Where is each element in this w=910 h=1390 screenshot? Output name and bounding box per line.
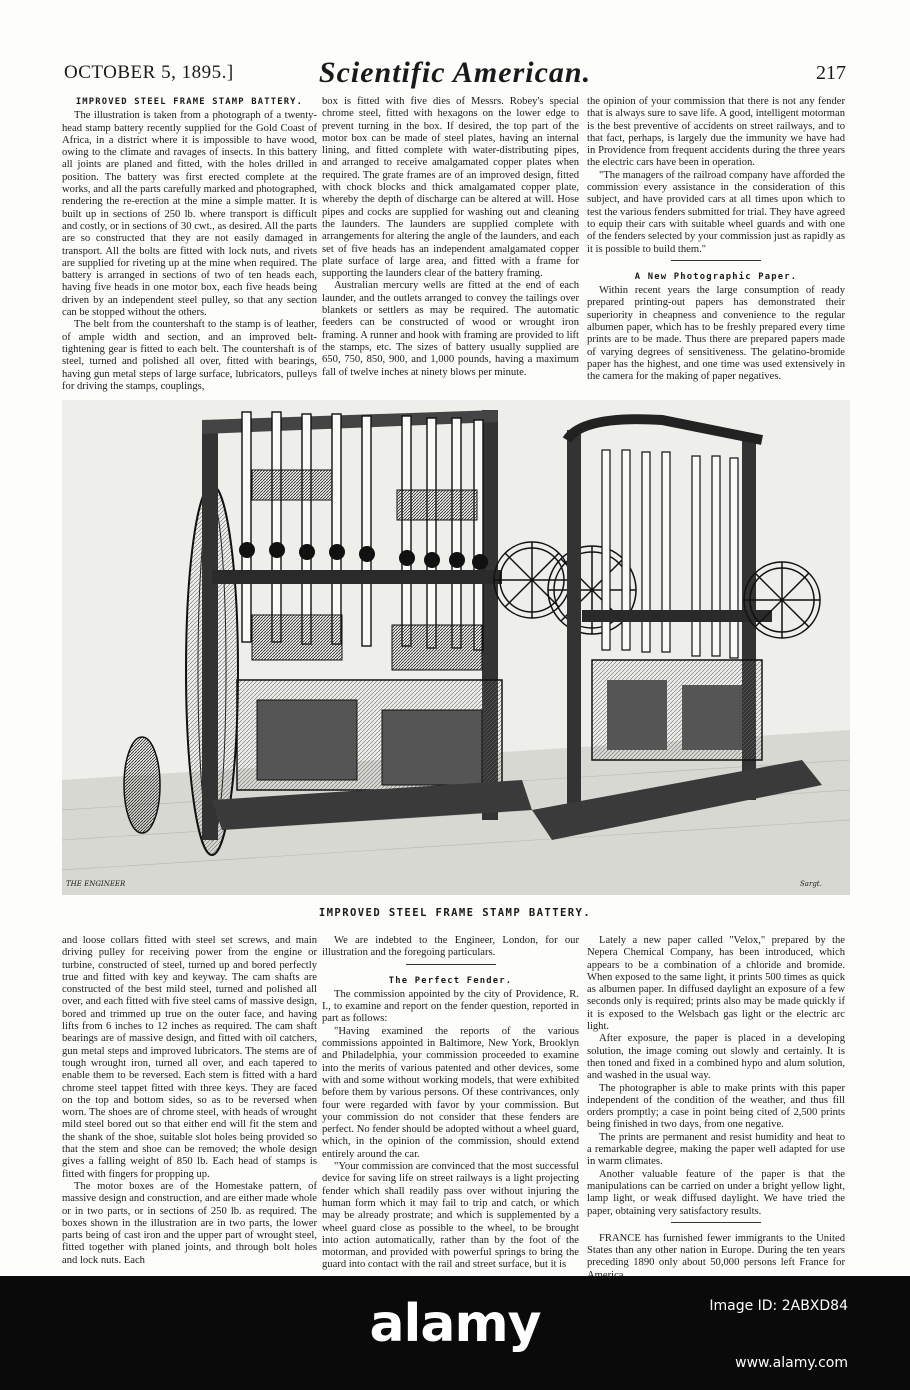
engraver-signature-right: Sargt.	[800, 880, 822, 888]
paragraph: Within recent years the large consumption of ready prepared printing-out papers has demonstrated their superiority in cheapness and convenience to the regular albumen paper, which has to be freshly prepared every time prints are to be made. Thus there are prepared papers made of varying degrees of sensitiveness. The gelatino-bromide paper has the highest, and one time was used extensively in the camera for the making of paper negatives.	[587, 285, 845, 383]
stock-image-id: Image ID: 2ABXD84	[709, 1298, 848, 1314]
paragraph: We are indebted to the Engineer, London, for our illustration and the foregoing particulars.	[322, 935, 579, 959]
article-heading-stamp-battery: IMPROVED STEEL FRAME STAMP BATTERY.	[75, 97, 304, 107]
paragraph: Another valuable feature of the paper is that the manipulations can be carried on under a bright yellow light, lamp light, or weak diffused daylight. We have tried the paper, obtaining very satisfactory results.	[587, 1168, 845, 1217]
paragraph: box is fitted with five dies of Messrs. Robey's special chrome steel, fitted with hexagons on the lower edge to prevent turning in the box. If desired, the top part of the motor box can be made of steel plates, having an internal lining, and fitted complete with water-distributing pipes, and arranged to receive amalgamated copper plates when required. The grate frames are of an improved design, fitted with chock blocks and thick amalgamated copper plate, whereby the depth of discharge can be altered at will. Hose pipes and cocks are supplied for washing out and cleaning the launders. The launders are supplied complete with arrangements for altering the angle of the launders, and each set of five heads has an independent amalgamated copper plate surface of large area, and fitted with a frame for supporting the launders clear of the battery framing.	[322, 96, 579, 280]
article-column-3	[587, 96, 845, 392]
article-heading-photographic-paper: A New Photographic Paper.	[634, 271, 798, 282]
section-divider	[671, 1222, 761, 1230]
paragraph: The belt from the countershaft to the stamp is of leather, of ample width and section, and an improved belt-tightening gear is fitted to each belt. The countershaft is of steel, turned and polished all over, fitted with bearings, having gun metal steps of large surface, lubricators, pulleys for driving the stamps, couplings,	[62, 319, 317, 392]
stock-logo: alamy	[369, 1294, 541, 1354]
paragraph: "Having examined the reports of the various commissions appointed in Baltimore, New York, Brooklyn and Philadelphia, your commission proceeded to examine into the merits of various patented and other devices, some with and some without working models, that were exhibited before them by various persons. Of these contrivances, only four were regarded with favor by your commission. But your commission do not consider that these fenders are perfect. No fender should be adopted without a wheel guard, which, in the opinion of the commission, should extend entirely around the car.	[322, 1025, 579, 1160]
paragraph: The illustration is taken from a photograph of a twenty-head stamp battery recently supplied for the Gold Coast of Africa, in a district where it is impossible to have wood, owing to the climate and ravages of insects. In this battery all joints are planed and fitted, with the holes drilled in position. The battery was first erected complete at the works, and all the parts carefully marked and photographed, rendering the re-erection at the mine a simple matter. It is built up in sections of 250 lb. where transport is difficult and costly, or in sections of 30 cwt., as desired. All the parts are so constructed that they are not easily damaged in transport. All the bolts are fitted with lock nuts, and rivets are supplied for riveting up at the mine when required. The battery is arranged in sections of two of ten heads each, having five heads in one motor box, each five heads being driven by an independent steel pulley, so that any section can be stopped without the others.	[62, 110, 317, 319]
paragraph: and loose collars fitted with steel set screws, and main driving pulley for receiving power from the engine or turbine, constructed of steel, turned up and bored perfectly true and fitted with key and keyway. The cam shafts are constructed of the best mild steel, turned and polished all over, and each fitted with five steel cams of massive design, bored and trimmed up true on the outer face, and having lifts from 6 inches to 12 inches as required. The cam shaft bearings are of massive design, and fitted with oil catchers, gun metal steps and improved lubricators. The stems are of tough wrought iron, turned all over, and each tapered to enable them to be reversed. Each stem is fitted with a hard chrome steel tappet fitted with three keys. They are faced on the top and bottom sides, so as to be reversed when worn. The shoes are of chrome steel, with heads of wrought mild steel bored out so that either end will fit the stem and the shank of the shoe, suitable slot holes being provided so that the stem and shoe can be removed; the whole design gives a falling weight of 850 lb. Each head of stamps is fitted with fingers for propping up.	[62, 935, 317, 1180]
section-divider	[406, 964, 496, 972]
paragraph: The prints are permanent and resist humidity and heat to a remarkable degree, making the paper well adapted for use in warm climates.	[587, 1131, 845, 1168]
article-column-2	[322, 96, 579, 392]
issue-date: OCTOBER 5, 1895.]	[64, 62, 234, 83]
paragraph: The motor boxes are of the Homestake pattern, of massive design and construction, and are either made whole or in two parts, or in sections of 250 lb. as required. The boxes shown in the illustration are in two parts, the lower parts being of cast iron and the upper part of wrought steel, fitted together with planed joints, and through bolt holes and lock nuts. Each	[62, 1180, 317, 1266]
paragraph: "Your commission are convinced that the most successful device for saving life on street railways is a light projecting fender which shall readily pass over without injuring the human form which it may fail to trip and catch, or which may be already prostrate; and which is supplemented by a wheel guard close as possible to the wheel, to be brought into action automatically, rather than by the foot of the motorman, and provided with powerful springs to bring the guard into contact with the rail and street surface, but it is	[322, 1161, 579, 1271]
paragraph: "The managers of the railroad company have afforded the commission every assistance in the consideration of this subject, and have provided cars at all times upon which to test the various fenders submitted for trial. They have agreed to equip their cars with suitable wheel guards and with one of the fenders selected by your commission just as rapidly as it is possible to build them."	[587, 169, 845, 255]
section-divider	[671, 260, 761, 268]
paragraph: After exposure, the paper is placed in a developing solution, the image coming out slowly and certainly. It is then toned and fixed in a combined hypo and alum solution, and washed in the usual way.	[587, 1033, 845, 1082]
page-number: 217	[816, 62, 846, 84]
paragraph: Australian mercury wells are fitted at the end of each launder, and the outlets arranged to convey the tailings over blankets or settlers as may be required. The automatic feeders can be constructed of wood or wrought iron framing. A runner and hook with framing are provided to lift the stamps, etc. The sizes of battery usually supplied are 650, 750, 850, 900, and 1,000 pounds, having a maximum fall of twelve inches at ninety blows per minute.	[322, 280, 579, 378]
paragraph: FRANCE has furnished fewer immigrants to the United States than any other nation in Europe. During the ten years preceding 1890 only about 50,000 persons left France for	[587, 1232, 845, 1269]
paragraph: the opinion of your commission that there is not any fender that is always sure to save life. A good, intelligent motorman is the best preventive of accidents on street railways, and to that fact, perhaps, is largely due the immunity we have had in Providence from frequent accidents during the three years the electric cars have been in operation.	[587, 96, 845, 169]
stamp-battery-engraving	[62, 400, 850, 895]
article-heading-perfect-fender: The Perfect Fender.	[388, 975, 513, 986]
paragraph: Lately a new paper called "Velox," prepared by the Nepera Chemical Company, has been introduced, which appears to be a combination of a chloride and bromide. When exposed to the same light, it prints 500 times as quick as albumen paper. In diffused daylight an exposure of a few seconds only is required; prints also may be made quickly if it is exposed to the Welsbach gas light or the electric arc light.	[587, 935, 845, 1033]
paragraph: The photographer is able to make prints with this paper independent of the condition of the weather, and thus fill orders promptly; a case in point being cited of 2,500 prints being finished in two days, from one negative.	[587, 1082, 845, 1131]
figure-caption: IMPROVED STEEL FRAME STAMP BATTERY.	[318, 907, 592, 919]
engraver-signature-left: THE ENGINEER	[66, 880, 126, 888]
stock-url: www.alamy.com	[735, 1355, 848, 1371]
article-column-1	[62, 96, 317, 392]
paragraph: The commission appointed by the city of Providence, R. I., to examine and report on the fender question, reported in part as follows:	[322, 988, 579, 1025]
masthead-title: Scientific American.	[318, 56, 592, 89]
